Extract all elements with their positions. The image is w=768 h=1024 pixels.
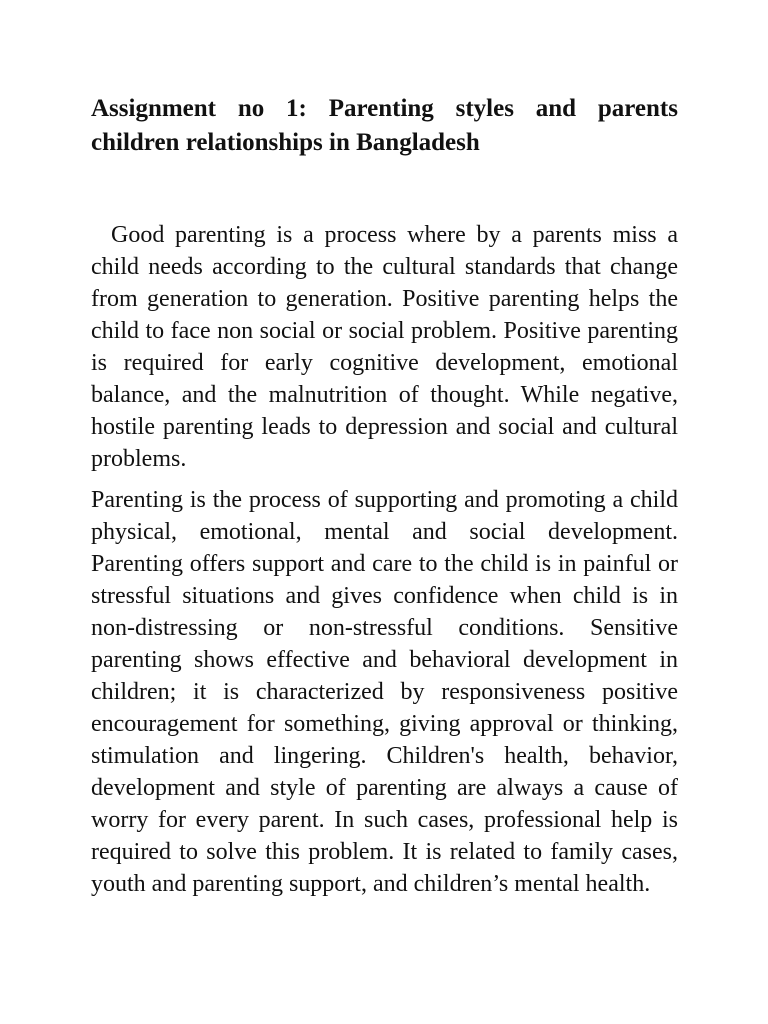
- paragraph-good-parenting: Good parenting is a process where by a parents miss a child needs according to the cultural standards that change from generation to generation. Positive parenting helps the child to face non social or social problem. Positive parenting is required for early cognitive development, emotional balance, and the malnutrition of thought. While negative, hostile parenting leads to depression and social and cultural problems.: [91, 222, 678, 472]
- paragraph-parenting-process: Parenting is the process of supporting and promoting a child physical, emotional, mental and social development. Parenting offers support and care to the child is in painful or stressful situations and gives confidence when child is in non-distressing or non-stressful conditions. Sensitive parenting shows effective and behavioral development in children; it is characterized by responsiveness positive encouragement for something, giving approval or thinking, stimulation and lingering. Children's health, behavior, development and style of parenting are always a cause of worry for every parent. In such cases, professional help is required to solve this problem. It is related to family cases, youth and parenting support, and children’s mental health.: [91, 487, 678, 897]
- document-body: [91, 92, 678, 900]
- assignment-title: Assignment no 1: Parenting styles and parents children relationships in Bangladesh: [91, 95, 678, 156]
